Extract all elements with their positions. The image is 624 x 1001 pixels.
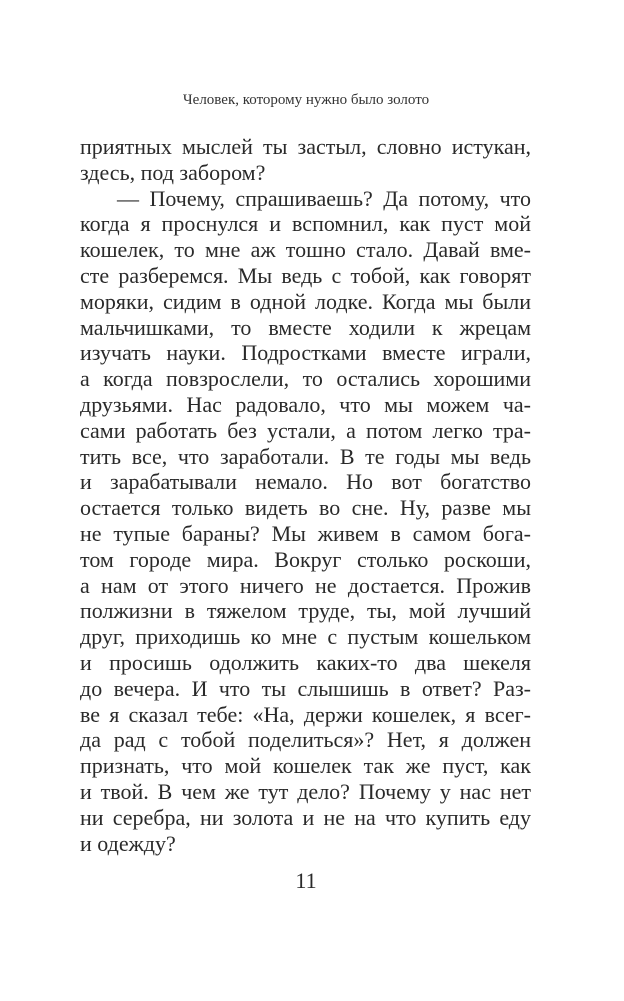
text-line: мальчишками, то вместе ходили к жрецам	[80, 314, 531, 340]
text-line: и зарабатывали немало. Но вот богатство	[80, 469, 531, 495]
text-line: признать, что мой кошелек так же пуст, как	[80, 753, 531, 779]
text-line: и одежду?	[80, 830, 176, 856]
text-line: друг, приходишь ко мне с пустым кошельком	[80, 624, 531, 650]
text-line: здесь, под забором?	[80, 159, 266, 185]
page-number: 11	[295, 868, 317, 893]
text-line: сте разберемся. Мы ведь с тобой, как говорят	[80, 262, 531, 288]
text-line: а когда повзрослели, то остались хорошими	[80, 366, 531, 392]
text-line: не тупые бараны? Мы живем в самом бога-	[80, 520, 531, 546]
text-line: когда я проснулся и вспомнил, как пуст мой	[80, 211, 531, 237]
text-line: изучать науки. Подростками вместе играли,	[80, 340, 531, 366]
text-line: и твой. В чем же тут дело? Почему у нас нет	[80, 778, 531, 804]
text-line: ни серебра, ни золота и не на что купить еду	[80, 804, 531, 830]
text-line: сами работать без устали, а потом легко тра-	[80, 417, 531, 443]
text-line: и просишь одолжить каких-то два шекеля	[80, 649, 531, 675]
text-line: полжизни в тяжелом труде, ты, мой лучший	[80, 598, 531, 624]
text-line: тить все, что заработали. В те годы мы ведь	[80, 443, 531, 469]
text-line: том городе мира. Вокруг столько роскоши,	[80, 546, 531, 572]
text-line: друзьями. Нас радовало, что мы можем ча-	[80, 391, 531, 417]
text-line: ве я сказал тебе: «На, держи кошелек, я всег-	[80, 701, 531, 727]
running-head: Человек, которому нужно было золото	[182, 92, 430, 108]
text-line: кошелек, то мне аж тошно стало. Давай вме-	[80, 237, 531, 263]
text-line: да рад с тобой поделиться»? Нет, я должен	[80, 727, 531, 753]
text-line: остается только видеть во сне. Ну, разве мы	[80, 495, 531, 521]
text-line: моряки, сидим в одной лодке. Когда мы были	[80, 288, 531, 314]
text-line: приятных мыслей ты застыл, словно истукан,	[80, 134, 531, 159]
text-line: — Почему, спрашиваешь? Да потому, что	[117, 185, 531, 211]
body-text	[80, 134, 531, 856]
text-line: а нам от этого ничего не достается. Прожив	[80, 572, 531, 598]
text-line: до вечера. И что ты слышишь в ответ? Раз-	[80, 675, 531, 701]
